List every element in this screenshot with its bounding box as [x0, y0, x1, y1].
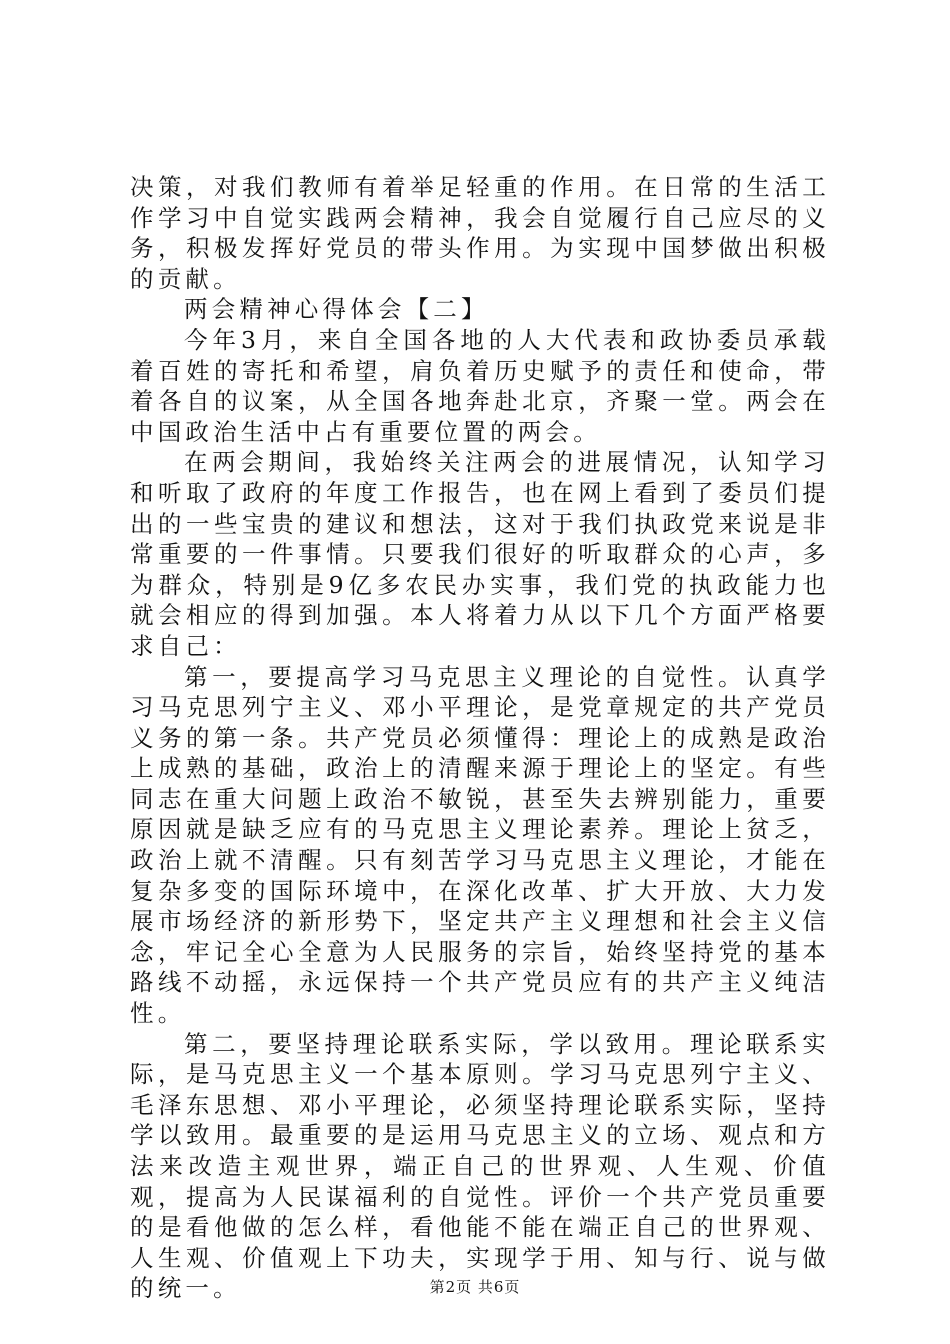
paragraph-point-two: 第二，要坚持理论联系实际，学以致用。理论联系实际，是马克思主义一个基本原则。学习马克思列宁主义、毛泽东思想、邓小平理论，必须坚持理论联系实际，坚持学以致用。最重要的是运用马克思主义的立场、观点和方法来改造主观世界，端正自己的世界观、人生观、价值观，提高为人民谋福利的自觉性。评价一个共产党员重要的是看他做的怎么样，看他能不能在端正自己的世界观、人生观、价值观上下功夫，实现学于用、知与行、说与做的统一。: [130, 1029, 830, 1303]
paragraph-intro: 今年3月，来自全国各地的人大代表和政协委员承载着百姓的寄托和希望，肩负着历史赋予的责任和使命，带着各自的议案，从全国各地奔赴北京，齐聚一堂。两会在中国政治生活中占有重要位置的两会。: [130, 325, 830, 446]
section-heading: 两会精神心得体会【二】: [184, 295, 489, 324]
document-body: [130, 172, 830, 1304]
page-number: 第2页 共6页: [429, 1278, 521, 1296]
paragraph-continuation: 决策，对我们教师有着举足轻重的作用。在日常的生活工作学习中自觉实践两会精神，我会自觉履行自己应尽的义务，积极发挥好党员的带头作用。为实现中国梦做出积极的贡献。: [130, 173, 830, 293]
paragraph-reflection: 在两会期间，我始终关注两会的进展情况，认知学习和听取了政府的年度工作报告，也在网上看到了委员们提出的一些宝贵的建议和想法，这对于我们执政党来说是非常重要的一件事情。只要我们很好的听取群众的心声，多为群众，特别是9亿多农民办实事，我们党的执政能力也就会相应的得到加强。本人将着力从以下几个方面严格要求自己：: [130, 448, 830, 660]
paragraph-point-one: 第一，要提高学习马克思主义理论的自觉性。认真学习马克思列宁主义、邓小平理论，是党章规定的共产党员义务的第一条。共产党员必须懂得：理论上的成熟是政治上成熟的基础，政治上的清醒来源于理论上的坚定。有些同志在重大问题上政治不敏锐，甚至失去辨别能力，重要原因就是缺乏应有的马克思主义理论素养。理论上贫乏，政治上就不清醒。只有刻苦学习马克思主义理论，才能在复杂多变的国际环境中，在深化改革、扩大开放、大力发展市场经济的新形势下，坚定共产主义理想和社会主义信念，牢记全心全意为人民服务的宗旨，始终坚持党的基本路线不动摇，永远保持一个共产党员应有的共产主义纯洁性。: [130, 662, 830, 1028]
